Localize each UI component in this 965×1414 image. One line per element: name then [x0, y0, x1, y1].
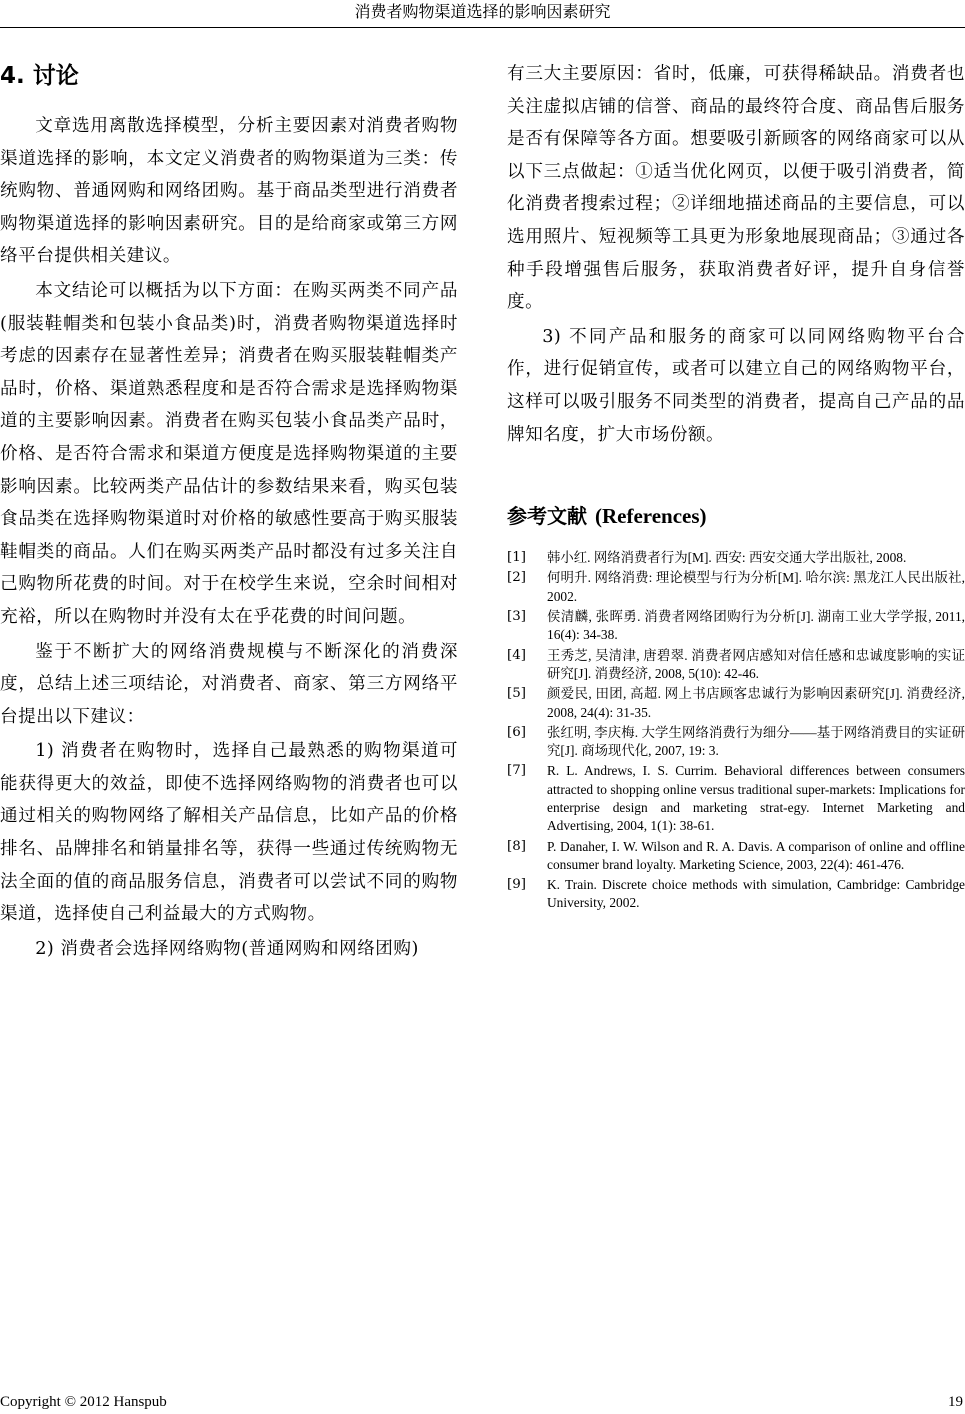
reference-item — [507, 608, 965, 645]
header-rule — [0, 27, 965, 28]
reference-number: [4] — [507, 647, 526, 663]
paragraph-method: 文章选用离散选择模型，分析主要因素对消费者购物渠道选择的影响，本文定义消费者的购物渠道为三类：传统购物、普通网购和网络团购。基于商品类型进行消费者购物渠道选择的影响因素研究。目的是给商家或第三方网络平台提供相关建议。 — [0, 116, 458, 267]
reference-text: 张红明, 李庆梅. 大学生网络消费行为细分——基于网络消费目的实证研究[J]. 商场现代化, 2007, 19: 3. — [547, 724, 965, 759]
reference-number: [7] — [507, 763, 526, 779]
reference-number: [6] — [507, 724, 526, 740]
paragraph-suggestion-2: 2) 消费者会选择网络购物(普通网购和网络团购) — [35, 938, 419, 959]
reference-text: 何明升. 网络消费: 理论模型与行为分析[M]. 哈尔滨: 黑龙江人民出版社, 2002. — [547, 570, 965, 604]
reference-text: 韩小红. 网络消费者行为[M]. 西安: 西安交通大学出版社, 2008. — [547, 550, 907, 566]
reference-item — [507, 685, 965, 722]
reference-item — [507, 876, 965, 913]
reference-text: 王秀芝, 吴清津, 唐碧翠. 消费者网店感知对信任感和忠诚度影响的实证研究[J]. 消费经济, 2008, 5(10): 42-46. — [547, 647, 965, 681]
paragraph-suggestion-1: 1) 消费者在购物时，选择自己最熟悉的购物渠道可能获得更大的效益，即使不选择网络购物的消费者也可以通过相关的购物网络了解相关产品信息，比如产品的价格排名、品牌排名和销量排名等，获得一些通过传统购物无法全面的值的商品服务信息，消费者可以尝试不同的购物渠道，选择使自己利益最大的方式购物。 — [0, 741, 458, 925]
reference-number: [2] — [507, 570, 526, 586]
paragraph-conclusions: 本文结论可以概括为以下方面：在购买两类不同产品(服装鞋帽类和包装小食品类)时，消费者购物渠道选择时考虑的因素存在显著性差异；消费者在购买服装鞋帽类产品时，价格、渠道熟悉程度和是否符合需求是选择购物渠道的主要影响因素。消费者在购买包装小食品类产品时，价格、是否符合需求和渠道方便度是选择购物渠道的主要影响因素。比较两类产品估计的参数结果来看，购买包装食品类在选择购物渠道时对价格的敏感性要高于购买服装鞋帽类的商品。人们在购买两类产品时都没有过多关注自己购物所花费的时间。对于在校学生来说，空余时间相对充裕，所以在购物时并没有太在乎花费的时间问题。 — [0, 280, 458, 627]
reference-item — [507, 549, 965, 567]
reference-item — [507, 838, 965, 875]
reference-text: R. L. Andrews, I. S. Currim. Behavioral differences between consumers attracted to shopping online versus traditional super-markets: Implications for enterprise design and marketing strat-egy. Internet Marketing and Advertising, 2004, 1(1): 38-61. — [547, 763, 965, 834]
reference-text: K. Train. Discrete choice methods with simulation, Cambridge: Cambridge University, 2002. — [547, 877, 965, 911]
reference-text: P. Danaher, I. W. Wilson and R. A. Davis. A comparison of online and offline consumer brand loyalty. Marketing Science, 2003, 22(4): 461-476. — [547, 838, 965, 872]
references-heading-en: (References) — [595, 504, 707, 529]
running-header: 消费者购物渠道选择的影响因素研究 — [354, 2, 611, 21]
reference-text: 颜爱民, 田团, 高超. 网上书店顾客忠诚行为影响因素研究[J]. 消费经济, 2008, 24(4): 31-35. — [547, 686, 965, 720]
paragraph-suggestion-3: 3) 不同产品和服务的商家可以同网络购物平台合作，进行促销宣传，或者可以建立自己的网络购物平台，这样可以吸引服务不同类型的消费者，提高自己产品的品牌知名度，扩大市场份额。 — [507, 326, 965, 445]
reference-item — [507, 724, 965, 761]
right-column — [507, 58, 965, 915]
reference-number: [5] — [507, 686, 526, 702]
paragraph-suggestion-2-cont: 有三大主要原因：省时，低廉，可获得稀缺品。消费者也关注虚拟店铺的信誉、商品的最终符合度、商品售后服务是否有保障等各方面。想要吸引新顾客的网络商家可以从以下三点做起：①适当优化网页，以便于吸引消费者，简化消费者搜索过程；②详细地描述商品的主要信息，可以选用照片、短视频等工具更为形象地展现商品；③通过各种手段增强售后服务，获取消费者好评，提升自身信誉度。 — [507, 64, 965, 313]
reference-text: 侯清麟, 张晖勇. 消费者网络团购行为分析[J]. 湖南工业大学学报, 2011, 16(4): 34-38. — [547, 609, 965, 643]
reference-number: [3] — [507, 609, 526, 625]
section-heading: 4. 讨论 — [0, 63, 79, 89]
reference-item — [507, 569, 965, 606]
reference-number: [9] — [507, 877, 526, 893]
paragraph-suggestions-intro: 鉴于不断扩大的网络消费规模与不断深化的消费深度，总结上述三项结论，对消费者、商家、第三方网络平台提出以下建议： — [0, 641, 458, 727]
references-heading-cn: 参考文献 — [507, 504, 587, 529]
reference-number: [1] — [507, 550, 526, 566]
left-column — [0, 58, 458, 967]
reference-item — [507, 762, 965, 835]
references-heading — [507, 501, 965, 531]
reference-number: [8] — [507, 838, 526, 854]
reference-item — [507, 647, 965, 684]
footer-page-number: 19 — [948, 1394, 963, 1410]
footer-copyright: Copyright © 2012 Hanspub — [0, 1394, 167, 1410]
